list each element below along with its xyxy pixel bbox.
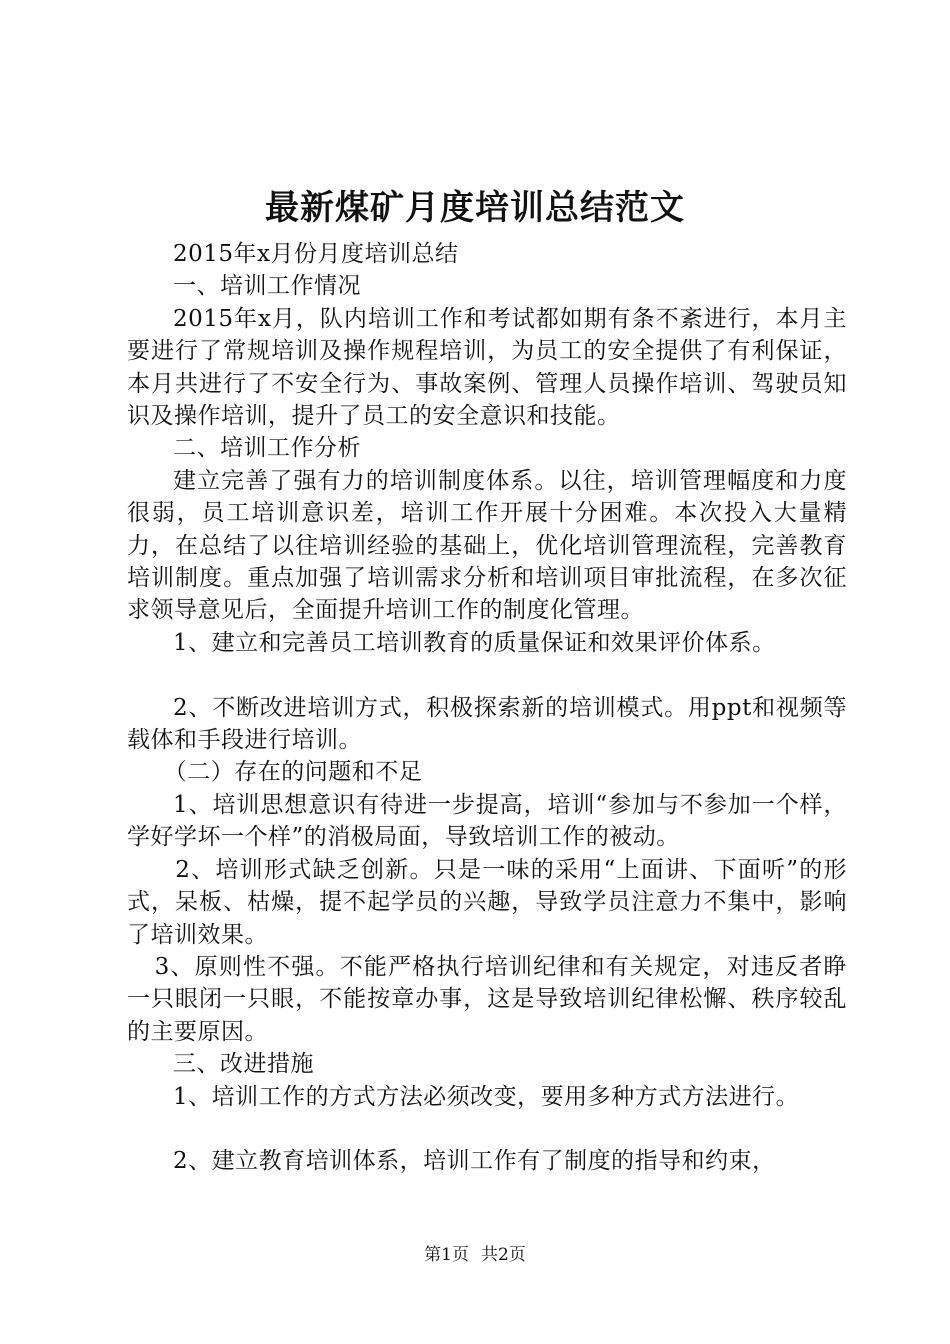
list-item-analysis-2: 2、不断改进培训方式，积极探索新的培训模式。用ppt和视频等载体和手段进行培训。 [127,694,847,754]
page-number: 第1页 [424,1245,469,1265]
list-item-measure-1: 1、培训工作的方式方法必须改变，要用多种方式方法进行。 [173,1083,800,1110]
page-footer [0,1243,950,1267]
section-heading-3: 三、改进措施 [173,1051,314,1078]
document-title: 最新煤矿月度培训总结范文 [265,188,685,228]
section-heading-problems: （二）存在的问题和不足 [163,759,423,786]
list-item-problem-1: 1、培训思想意识有待进一步提高，培训“参加与不参加一个样，学好学坏一个样”的消极局面，导致培训工作的被动。 [127,791,847,851]
list-item-problem-3: 3、原则性不强。不能严格执行培训纪律和有关规定，对违反者睁一只眼闭一只眼，不能按章办事，这是导致培训纪律松懈、秩序较乱的主要原因。 [127,953,847,1045]
list-item-analysis-1: 1、建立和完善员工培训教育的质量保证和效果评价体系。 [173,629,776,656]
section-heading-2: 二、培训工作分析 [173,435,361,462]
list-item-problem-2: 2、培训形式缺乏创新。只是一味的采用“上面讲、下面听”的形式，呆板、枯燥，提不起学员的兴趣，导致学员注意力不集中，影响了培训效果。 [127,856,847,948]
section-heading-1: 一、培训工作情况 [173,273,361,300]
paragraph-work-status: 2015年x月，队内培训工作和考试都如期有条不紊进行，本月主要进行了常规培训及操作规程培训，为员工的安全提供了有利保证，本月共进行了不安全行为、事故案例、管理人员操作培训、驾驶员知识及操作培训，提升了员工的安全意识和技能。 [127,305,847,430]
page-total: 共2页 [481,1245,526,1265]
document-body [127,238,847,1178]
paragraph-subtitle: 2015年x月份月度培训总结 [173,241,459,267]
list-item-measure-2: 2、建立教育培训体系，培训工作有了制度的指导和约束， [173,1148,776,1175]
paragraph-analysis: 建立完善了强有力的培训制度体系。以往，培训管理幅度和力度很弱，员工培训意识差，培训工作开展十分困难。本次投入大量精力，在总结了以往培训经验的基础上，优化培训管理流程，完善教育培训制度。重点加强了培训需求分析和培训项目审批流程，在多次征求领导意见后，全面提升培训工作的制度化管理。 [127,467,847,624]
